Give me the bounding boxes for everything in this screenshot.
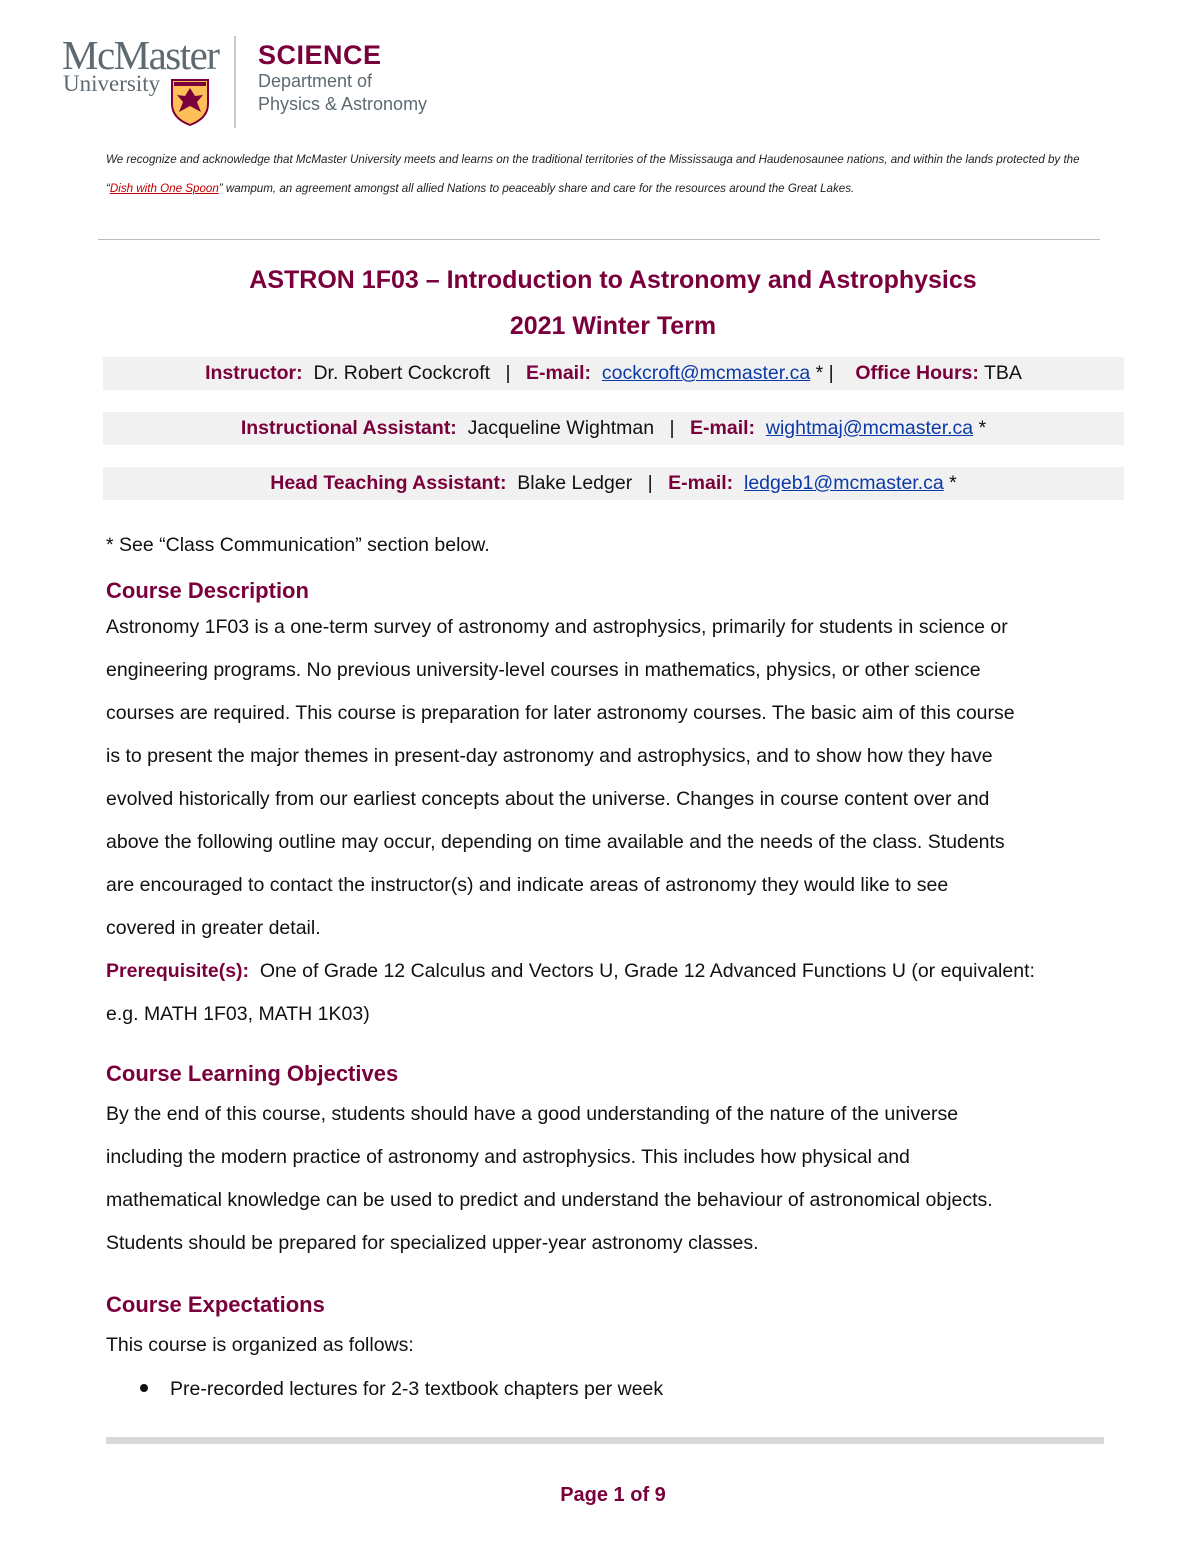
email-label: E-mail:: [668, 472, 734, 494]
course-description-paragraph: [106, 606, 1126, 1036]
hta-row: [103, 467, 1124, 500]
paragraph-line: is to present the major themes in present-day astronomy and astrophysics, and to show how they have: [106, 745, 993, 767]
paragraph-line: engineering programs. No previous university-level courses in mathematics, physics, or other science: [106, 659, 981, 681]
list-item-text: Pre-recorded lectures for 2-3 textbook chapters per week: [170, 1378, 664, 1400]
prerequisite-line: [106, 950, 1126, 993]
office-hours-value: TBA: [983, 362, 1022, 384]
prerequisite-label: Prerequisite(s):: [106, 960, 250, 982]
paragraph-line: courses are required. This course is preparation for later astronomy courses. The basic aim of this course: [106, 702, 1015, 724]
course-expectations-heading: Course Expectations: [106, 1292, 325, 1317]
paragraph-line: are encouraged to contact the instructor(s) and indicate areas of astronomy they would like to see: [106, 874, 949, 896]
email-suffix: *: [978, 417, 987, 439]
dept-line-2: Physics & Astronomy: [258, 94, 428, 114]
hta-label: Head Teaching Assistant:: [270, 472, 507, 494]
ia-row: [103, 412, 1124, 445]
paragraph-line: Astronomy 1F03 is a one-term survey of astronomy and astrophysics, primarily for students in science or: [106, 616, 1008, 638]
paragraph-line: mathematical knowledge can be used to predict and understand the behaviour of astronomical objects.: [106, 1189, 993, 1211]
email-label: E-mail:: [526, 362, 592, 384]
prerequisite-text: One of Grade 12 Calculus and Vectors U, Grade 12 Advanced Functions U (or equivalent:: [259, 960, 1035, 982]
separator: |: [647, 472, 653, 494]
instructor-label: Instructor:: [205, 362, 303, 384]
instructor-email-link[interactable]: cockcroft@mcmaster.ca: [601, 362, 811, 384]
ia-name: Jacqueline Wightman: [467, 417, 655, 439]
bullet-icon: [140, 1384, 148, 1392]
term-title: 2021 Winter Term: [509, 312, 717, 340]
paragraph-line: By the end of this course, students should have a good understanding of the nature of the universe: [106, 1103, 959, 1125]
learning-objectives-paragraph: [106, 1093, 1126, 1265]
course-description-heading: Course Description: [106, 578, 309, 603]
footer-divider: [106, 1437, 1104, 1444]
dept-line-1: Department of: [258, 71, 373, 91]
paragraph-line: evolved historically from our earliest concepts about the universe. Changes in course content over and: [106, 788, 990, 810]
hta-email-link[interactable]: ledgeb1@mcmaster.ca: [744, 472, 944, 494]
office-hours-label: Office Hours:: [855, 362, 979, 384]
course-title: ASTRON 1F03 – Introduction to Astronomy and Astrophysics: [249, 266, 977, 294]
learning-objectives-heading: Course Learning Objectives: [106, 1061, 399, 1086]
logo-university: University: [63, 71, 161, 96]
instructor-row: [103, 357, 1124, 390]
email-suffix: * |: [815, 362, 834, 384]
paragraph-line: Students should be prepared for specialized upper-year astronomy classes.: [106, 1232, 759, 1254]
land-acknowledgement: [106, 146, 1106, 203]
separator: |: [669, 417, 675, 439]
class-communication-note: * See “Class Communication” section below.: [106, 534, 490, 556]
ack-text-2: ” wampum, an agreement amongst all allied Nations to peaceably share and care for the resources around the Great Lakes.: [218, 181, 855, 195]
hta-name: Blake Ledger: [517, 472, 633, 494]
email-suffix: *: [949, 472, 957, 494]
list-item: [140, 1378, 663, 1401]
ia-label: Instructional Assistant:: [240, 417, 457, 439]
department-block: [258, 40, 427, 116]
paragraph-line: including the modern practice of astronomy and astrophysics. This includes how physical and: [106, 1146, 910, 1168]
crest-icon: [170, 78, 210, 126]
email-label: E-mail:: [690, 417, 756, 439]
prerequisite-line-2: e.g. MATH 1F03, MATH 1K03): [106, 1003, 370, 1025]
logo-name: McMaster: [62, 32, 219, 78]
paragraph-line: covered in greater detail.: [106, 917, 321, 939]
ack-text-1: We recognize and acknowledge that McMaster University meets and learns on the traditional territories of the Mississauga and Haudenosaunee nations, and within the lands protected by the “: [106, 153, 1080, 195]
paragraph-line: above the following outline may occur, depending on time available and the needs of the class. Students: [106, 831, 1005, 853]
logo-divider: [234, 36, 236, 128]
header-divider: [98, 239, 1100, 240]
dish-with-one-spoon-link[interactable]: Dish with One Spoon: [109, 181, 219, 195]
separator: |: [505, 362, 511, 384]
expectations-intro: This course is organized as follows:: [106, 1334, 414, 1356]
instructor-name: Dr. Robert Cockcroft: [313, 362, 491, 384]
dept-title: SCIENCE: [258, 40, 382, 70]
ia-email-link[interactable]: wightmaj@mcmaster.ca: [765, 417, 974, 439]
page-number: Page 1 of 9: [560, 1484, 666, 1506]
